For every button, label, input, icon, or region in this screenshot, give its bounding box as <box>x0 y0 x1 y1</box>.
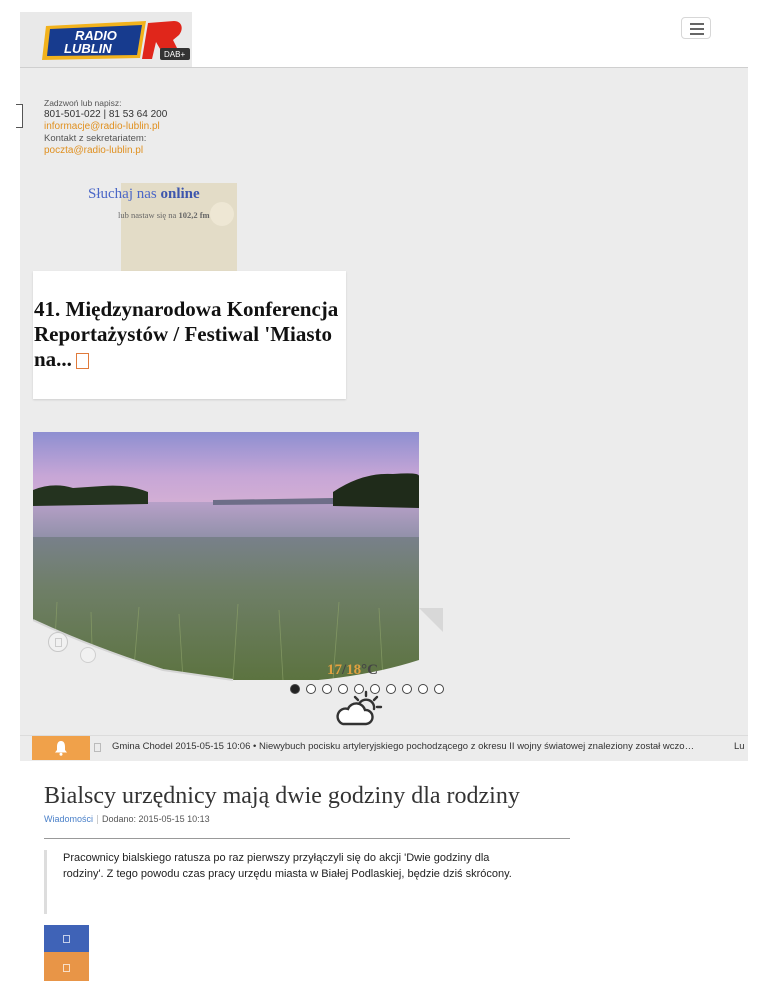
frequency: 102,2 fm <box>178 210 210 220</box>
article-category-link[interactable]: Wiadomości <box>44 814 94 824</box>
external-link-icon <box>76 353 89 369</box>
listen-frequency-text <box>118 210 210 220</box>
cloud-sun-icon <box>334 690 384 728</box>
ticker-alert-button[interactable] <box>32 736 90 760</box>
listen-online-word: online <box>160 186 200 202</box>
listen-prefix: Słuchaj nas <box>88 186 157 202</box>
facebook-icon <box>63 935 70 943</box>
ticker-next-item[interactable]: Lu <box>734 741 745 752</box>
share-button[interactable] <box>44 952 89 981</box>
ticker-news-item[interactable]: Gmina Chodel 2015-05-15 10:06 • Niewybuch pocisku artyleryjskiego pochodzącego z okresu II wojny światowej znaleziony został wczo… <box>112 741 695 752</box>
temp-high: 18 <box>346 662 362 678</box>
hamburger-menu-icon <box>690 23 704 25</box>
slider-dot[interactable] <box>386 684 396 694</box>
side-panel-tab[interactable] <box>16 104 23 128</box>
contact-block <box>44 97 167 157</box>
featured-headline-text: 41. Międzynarodowa Konferencja Reportażystów / Festiwal 'Miasto na... <box>34 297 339 371</box>
next-slide-button[interactable] <box>80 647 96 663</box>
secretariat-label: Kontakt z sekretariatem: <box>44 133 147 144</box>
temperature-readout <box>327 662 378 679</box>
temp-slash: / <box>342 662 347 678</box>
article-lead: Pracownicy bialskiego ratusza po raz pierwszy przyłączyli się do akcji 'Dwie godziny dla rodziny'. Z tego powodu czas pracy urzędu miasta w Białej Podlaskiej, będzie dziś skrócony. <box>44 850 524 914</box>
temp-low: 17 <box>327 662 342 678</box>
listen-online-link[interactable] <box>88 186 200 203</box>
article-date: Dodano: 2015-05-15 10:13 <box>102 814 210 824</box>
slider-dot[interactable] <box>434 684 444 694</box>
contact-phones: 801-501-022 | 81 53 64 200 <box>44 109 168 120</box>
slider-dot[interactable] <box>322 684 332 694</box>
bell-icon <box>54 740 68 756</box>
featured-headline[interactable] <box>34 297 346 372</box>
slider-dot[interactable] <box>306 684 316 694</box>
tune-prefix: lub nastaw się na <box>118 210 177 220</box>
temp-unit: °C <box>361 662 379 678</box>
divider <box>44 838 570 839</box>
previous-slide-button[interactable] <box>48 632 68 652</box>
logo-badge-dab: DAB+ <box>164 50 186 59</box>
menu-toggle-button[interactable] <box>681 17 711 39</box>
ticker-separator-icon <box>94 743 101 752</box>
slider-dot[interactable] <box>402 684 412 694</box>
slider-dot[interactable] <box>418 684 428 694</box>
contact-label: Zadzwoń lub napisz: <box>44 98 122 108</box>
contact-email-link[interactable]: informacje@radio-lublin.pl <box>44 121 160 132</box>
logo-text-lublin: LUBLIN <box>64 41 112 56</box>
article-meta <box>44 814 210 824</box>
share-buttons <box>44 925 89 981</box>
logo-text-radio: RADIO <box>75 28 117 43</box>
article-title: Bialscy urzędnicy mają dwie godziny dla rodziny <box>44 783 520 809</box>
facebook-share-button[interactable] <box>44 925 89 952</box>
slider-dot[interactable] <box>290 684 300 694</box>
share-icon <box>63 964 70 972</box>
radio-dial-icon <box>210 202 234 226</box>
secretariat-email-link[interactable]: poczta@radio-lublin.pl <box>44 145 144 156</box>
radio-lublin-logo[interactable] <box>42 18 192 62</box>
